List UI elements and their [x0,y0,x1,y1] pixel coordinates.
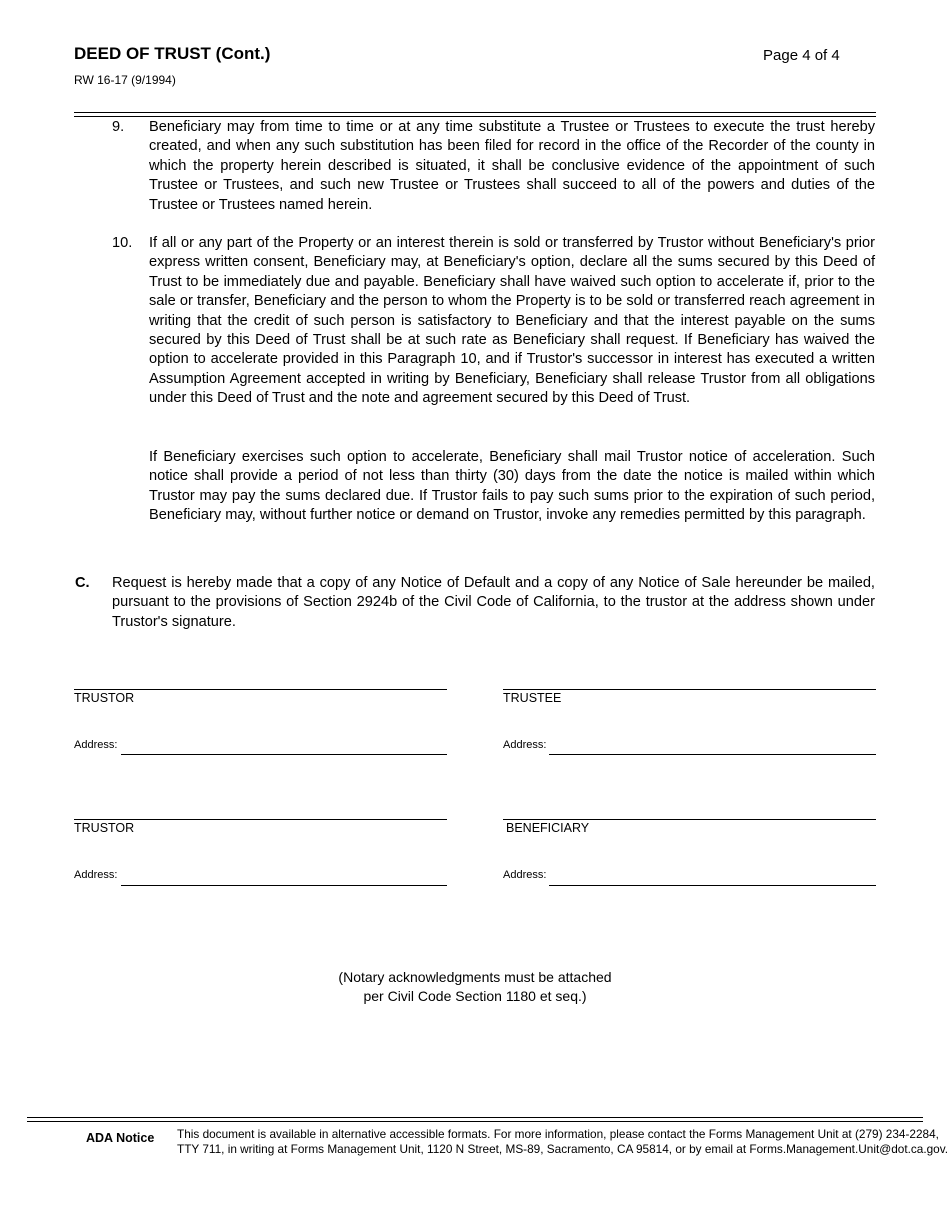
ada-notice-text [177,1127,950,1157]
clause-10-acceleration-text: If Beneficiary exercises such option to accelerate, Beneficiary shall mail Trustor notice of acceleration. Such notice shall provide a period of not less than thirty (30) days from the date the notice is mailed within which Trustor may pay the sums declared due. If Trustor fails to pay such sums prior to the expiration of such period, Beneficiary may, without further notice or demand on Trustor, invoke any remedies permitted by this paragraph. [149,449,875,524]
trustee-label: TRUSTEE [503,691,562,705]
clause-9-text: Beneficiary may from time to time or at any time substitute a Trustee or Trustees to execute the trust hereby created, and when any such substitution has been filed for record in the office of the Recorder of the county in which the property herein described is situated, it shall be conclusive evidence of the appointment of such Trustee or Trustees, and such new Trustee or Trustees shall succeed to all of the powers and duties of the Trustee or Trustees named herein. [149,119,875,213]
notary-note-line-2: per Civil Code Section 1180 et seq.) [363,987,587,1004]
clause-9-number: 9. [112,119,125,135]
header-rule-top [74,112,876,113]
section-c-text: Request is hereby made that a copy of any Notice of Default and a copy of any Notice of Sale hereunder be mailed, pursuant to the provisions of Section 2924b of the Civil Code of California, to the trustor at the address shown under Trustor's signature. [112,575,875,630]
beneficiary-address-label: Address: [503,869,547,881]
trustor-label-2: TRUSTOR [74,821,135,835]
notary-note-line-1: (Notary acknowledgments must be attached [338,969,612,985]
footer-rule-bottom [27,1121,923,1122]
form-number: RW 16-17 (9/1994) [74,73,176,87]
trustor-address-label-1: Address: [74,739,118,751]
beneficiary-label: BENEFICIARY [506,821,590,835]
trustor-signature-line-2[interactable] [74,819,447,820]
trustor-label-1: TRUSTOR [74,691,135,705]
trustee-address-line[interactable] [549,754,876,755]
section-c-letter: C. [75,575,90,591]
document-title: DEED OF TRUST (Cont.) [74,44,271,63]
ada-notice-label: ADA Notice [86,1131,155,1145]
page-number: Page 4 of 4 [763,47,840,64]
ada-notice-line-1: This document is available in alternative accessible formats. For more information, please contact the Forms Management Unit at (279) 234-2284, [177,1127,939,1141]
header-rule-bottom [74,116,876,117]
trustee-signature-line[interactable] [503,689,876,690]
trustor-address-line-2[interactable] [121,885,447,886]
trustor-address-line-1[interactable] [121,754,447,755]
footer-rule-top [27,1117,923,1118]
ada-notice-line-2: TTY 711, in writing at Forms Management Unit, 1120 N Street, MS-89, Sacramento, CA 95814, or by email at Forms.Management.Unit@dot.ca.gov. [177,1142,949,1156]
trustee-address-label: Address: [503,739,547,751]
beneficiary-address-line[interactable] [549,885,876,886]
trustor-signature-line-1[interactable] [74,689,447,690]
notary-note [0,968,950,1005]
trustor-address-label-2: Address: [74,869,118,881]
clause-10-number: 10. [112,235,133,251]
clause-10-text: If all or any part of the Property or an interest therein is sold or transferred by Trustor without Beneficiary's prior express written consent, Beneficiary may, at Beneficiary's option, declare all the sums secured by this Deed of Trust to be immediately due and payable. Beneficiary shall have waived such option to accelerate if, prior to the sale or transfer, Beneficiary and the person to whom the Property is to be sold or transferred reach agreement in writing that the credit of such person is satisfactory to Beneficiary and that the interest payable on the sums secured by this Deed of Trust shall be at such rate as Beneficiary shall request. If Beneficiary has waived the option to accelerate provided in this Paragraph 10, and if Trustor's successor in interest has executed a written Assumption Agreement accepted in writing by Beneficiary, Beneficiary shall release Trustor from all obligations under this Deed of Trust and the note and agreement secured by this Deed of Trust. [149,235,875,407]
beneficiary-signature-line[interactable] [503,819,876,820]
